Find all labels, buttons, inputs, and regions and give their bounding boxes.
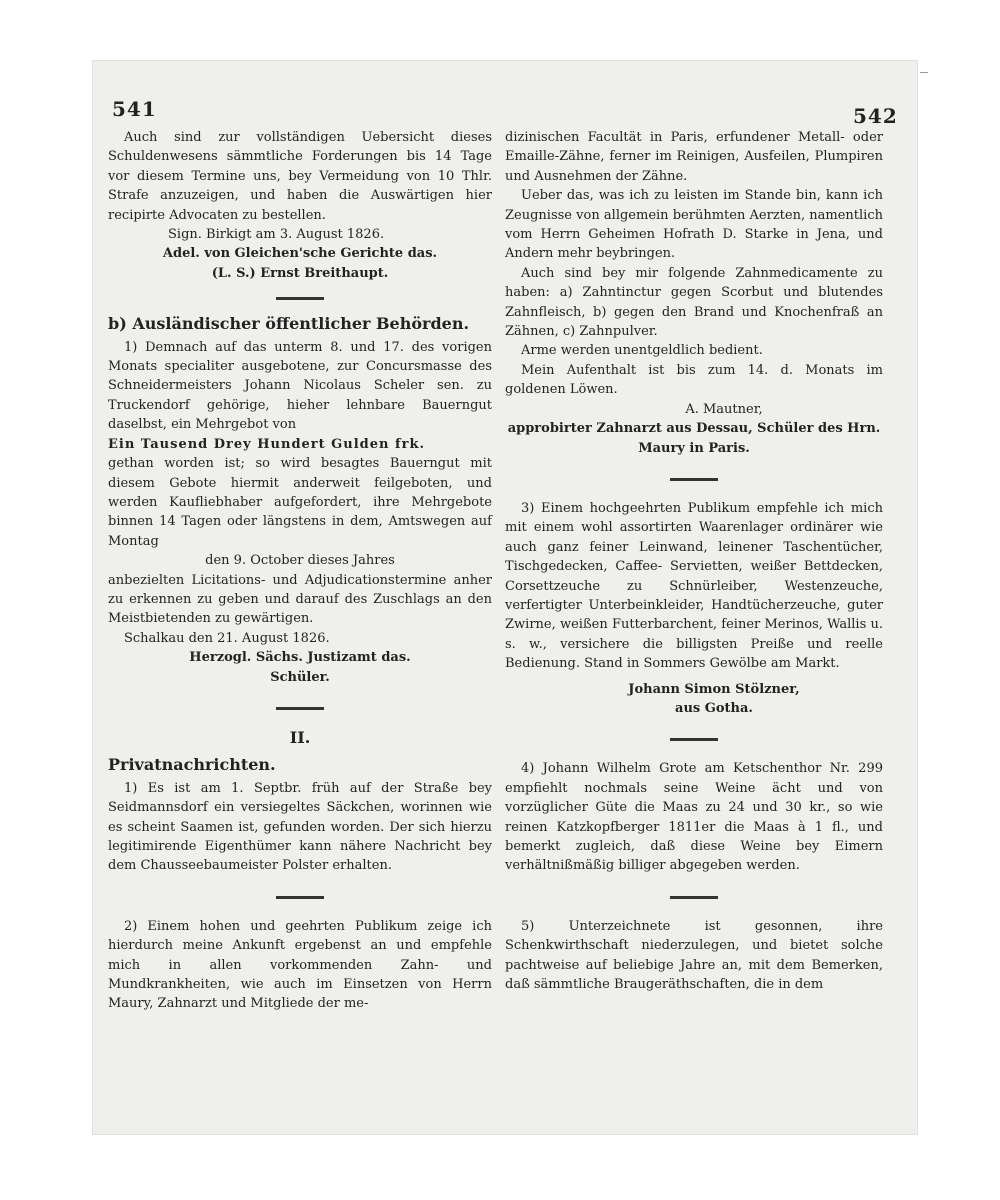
divider bbox=[276, 707, 324, 710]
private-notice-2-references: Ueber das, was ich zu leisten im Stande bin, kann ich Zeugnisse von allgemein berühmten Aerzten, namentlich vom Herrn Geheimen Hofrath D. Starke in Jena, und Andern mehr beybringen. bbox=[505, 188, 883, 262]
divider bbox=[276, 896, 324, 899]
court-name: Adel. von Gleichen'sche Gerichte das. bbox=[162, 246, 438, 262]
page-number-left: 541 bbox=[112, 97, 157, 121]
private-notice-1: 1) Es ist am 1. Septbr. früh auf der Straße bey Seidmannsdorf ein versiegeltes Säckchen, worinnen wie es scheint Saamen ist, gefunden worden. Der sich hierzu legitimirende Eigenthümer kann nähere Nachricht bey dem Chausseebaumeister Polster erhalten. bbox=[108, 780, 492, 874]
page-number-right: 542 bbox=[853, 104, 898, 128]
merchant-town: aus Gotha. bbox=[675, 700, 753, 716]
dentist-title: approbirter Zahnarzt aus Dessau, Schüler des Hrn. Maury in Paris. bbox=[507, 421, 881, 456]
notice-1-date: den 9. October dieses Jahres bbox=[205, 553, 395, 569]
private-notice-5: 5) Unterzeichnete ist gesonnen, ihre Schenkwirthschaft niederzulegen, und bietet solche pachtweise auf beliebige Jahre an, mit dem Bemerken, daß sämmtliche Braugeräthschaften, die in dem bbox=[505, 918, 883, 993]
private-notice-2-stay: Mein Aufenthalt ist bis zum 14. d. Monats im goldenen Löwen. bbox=[505, 362, 883, 398]
notice-1-continued: gethan worden ist; so wird besagtes Bauerngut mit diesem Gebote hiermit anderweit feilgeboten, und werden Kaufliebhaber aufgefordert, ihre Mehrgebote binnen 14 Tagen oder längstens in dem, Amtswegen auf Montag bbox=[108, 456, 492, 549]
divider bbox=[670, 478, 718, 481]
notice-1-name: Schüler. bbox=[270, 669, 330, 685]
section-heading-b: b) Ausländischer öffentlicher Behörden. bbox=[108, 314, 470, 334]
section-heading-private: Privatnachrichten. bbox=[108, 755, 276, 775]
notice-1-office: Herzogl. Sächs. Justizamt das. bbox=[189, 650, 411, 666]
section-numeral: II. bbox=[289, 727, 311, 747]
intro-paragraph: Auch sind zur vollständigen Uebersicht dieses Schuldenwesens sämmtliche Forderungen bis 14 Tage vor diesem Termine uns, bey Vermeidung von 10 Thlr. Strafe anzuzeigen, und haben die Auswärtigen hier recipirte Advocaten zu bestellen. bbox=[108, 130, 492, 223]
private-notice-2-continued: dizinischen Facultät in Paris, erfundener Metall- oder Emaille-Zähne, ferner im Reinigen, Ausfeilen, Plumpiren und Ausnehmen der Zähne. bbox=[505, 130, 883, 184]
notice-1-text: 1) Demnach auf das unterm 8. und 17. des vorigen Monats specialiter ausgebotene, zur Concursmasse des Schneidermeisters Johann Nicolaus Scheler sen. zu Truckendorf gehörige, hieher lehnbare Bauerngut daselbst, ein Mehrgebot von bbox=[108, 339, 492, 433]
private-notice-2: 2) Einem hohen und geehrten Publikum zeige ich hierdurch meine Ankunft ergebenst an und empfehle mich in allen vorkommenden Zahn- und Mundkrankheiten, wie auch im Einsetzen von Herrn Maury, Zahnarzt und Mitgliede der me- bbox=[108, 918, 492, 1012]
private-notice-2-medicaments: Auch sind bey mir folgende Zahnmedicamente zu haben: a) Zahntinctur gegen Scorbut und blutendes Zahnfleisch, b) gegen den Brand und Knochenfraß an Zähnen, c) Zahnpulver. bbox=[505, 265, 883, 340]
dentist-name: A. Mautner, bbox=[685, 401, 763, 417]
seal-signature: (L. S.) Ernst Breithaupt. bbox=[211, 265, 389, 281]
private-notice-4: 4) Johann Wilhelm Grote am Ketschenthor Nr. 299 empfiehlt nochmals seine Weine ächt und von vorzüglicher Güte die Maas zu 24 und 30 kr., so wie reinen Katzkopfberger 1811er die Maas à 1 fl., und bemerkt zugleich, daß diese Weine bey Eimern verhältnißmäßig billiger abgegeben werden. bbox=[505, 761, 883, 874]
divider bbox=[670, 896, 718, 899]
sign-date: Sign. Birkigt am 3. August 1826. bbox=[168, 227, 385, 243]
notice-1-sum: Ein Tausend Drey Hundert Gulden frk. bbox=[108, 436, 425, 452]
left-column bbox=[108, 128, 492, 1014]
divider bbox=[276, 297, 324, 300]
notice-1-closing: anbezielten Licitations- und Adjudicationstermine anher zu erkennen zu geben und darauf des Zuschlags an den Meistbietenden zu gewärtigen. bbox=[108, 572, 492, 627]
notice-1-place: Schalkau den 21. August 1826. bbox=[124, 630, 330, 646]
private-notice-3: 3) Einem hochgeehrten Publikum empfehle ich mich mit einem wohl assortirten Waarenlager ordinärer wie auch ganz feiner Leinwand, leinener Taschentücher, Tischgedecken, Caffee- Servietten, weißer Bettdecken, Corsettzeuche zu Schnürleiber, Westenzeuche, verfertigter Unterbeinkleider, Handtücherzeuche, guter Zwirne, weißen Futterbarchent, feiner Merinos, Wallis u. s. w., versichere die billigsten Preiße und reelle Bedienung. Stand in Sommers Gewölbe am Markt. bbox=[505, 500, 883, 672]
private-notice-2-poor: Arme werden unentgeldlich bedient. bbox=[521, 343, 763, 359]
right-column bbox=[505, 128, 883, 994]
merchant-name: Johann Simon Stölzner, bbox=[628, 681, 800, 697]
scan-mark bbox=[920, 72, 928, 73]
divider bbox=[670, 738, 718, 741]
